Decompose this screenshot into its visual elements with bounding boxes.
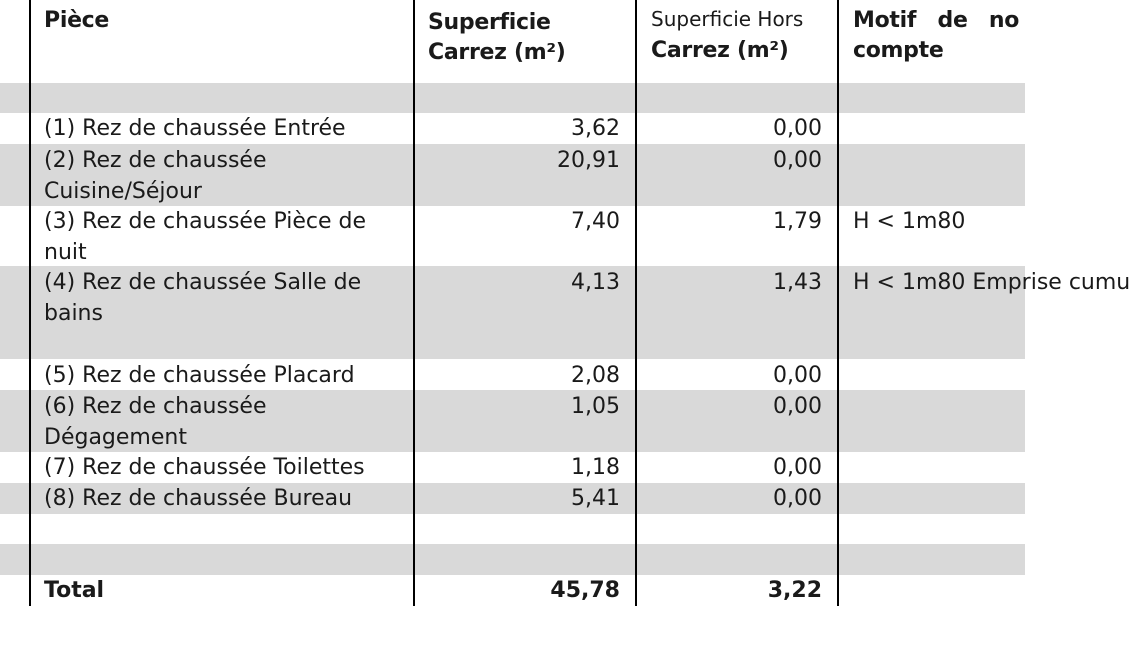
row-5-hors: 0,00 xyxy=(773,363,822,388)
row-1-room: (1) Rez de chaussée Entrée xyxy=(44,116,346,141)
row-3-carrez: 7,40 xyxy=(571,209,620,234)
row-4-carrez: 4,13 xyxy=(571,270,620,295)
row-2-hors: 0,00 xyxy=(773,148,822,173)
row-7-carrez: 1,18 xyxy=(571,455,620,480)
column-rule-4 xyxy=(837,0,839,606)
row-5-carrez: 2,08 xyxy=(571,363,620,388)
row-7-room: (7) Rez de chaussée Toilettes xyxy=(44,455,365,480)
row-6-carrez: 1,05 xyxy=(571,394,620,419)
row-8-hors: 0,00 xyxy=(773,486,822,511)
total-label: Total xyxy=(44,578,105,603)
total-carrez: 45,78 xyxy=(550,578,620,603)
row-1-hors: 0,00 xyxy=(773,116,822,141)
header-carrez-line1: Superficie xyxy=(428,10,551,35)
column-rule-1 xyxy=(29,0,31,606)
row-7-hors: 0,00 xyxy=(773,455,822,480)
row-6-room: (6) Rez de chaussée Dégagement xyxy=(44,394,274,450)
row-2-carrez: 20,91 xyxy=(557,148,620,173)
column-rule-3 xyxy=(635,0,637,606)
row-1-carrez: 3,62 xyxy=(571,116,620,141)
header-motif-line2: compte xyxy=(853,38,944,63)
header-piece: Pièce xyxy=(44,8,110,33)
row-4-motif: H < 1m80 Emprise cumu xyxy=(853,270,1130,295)
row-3-room: (3) Rez de chaussée Pièce de nuit xyxy=(44,209,374,265)
header-hors-line1: Superficie Hors xyxy=(651,7,804,31)
row-4-room: (4) Rez de chaussée Salle de bains xyxy=(44,270,369,326)
row-band-empty-top xyxy=(0,83,1025,113)
row-8-room: (8) Rez de chaussée Bureau xyxy=(44,486,353,511)
row-3-motif: H < 1m80 xyxy=(853,209,966,234)
header-motif-line1: Motif de no xyxy=(853,8,1020,33)
total-hors: 3,22 xyxy=(767,578,822,603)
header-carrez-line2: Carrez (m²) xyxy=(428,40,566,65)
row-4-hors: 1,43 xyxy=(773,270,822,295)
column-rule-2 xyxy=(413,0,415,606)
row-2-room: (2) Rez de chaussée Cuisine/Séjour xyxy=(44,148,274,204)
row-5-room: (5) Rez de chaussée Placard xyxy=(44,363,355,388)
row-6-hors: 0,00 xyxy=(773,394,822,419)
row-band-empty-bottom xyxy=(0,544,1025,575)
row-8-carrez: 5,41 xyxy=(571,486,620,511)
header-hors-line2: Carrez (m²) xyxy=(651,38,789,63)
row-3-hors: 1,79 xyxy=(773,209,822,234)
